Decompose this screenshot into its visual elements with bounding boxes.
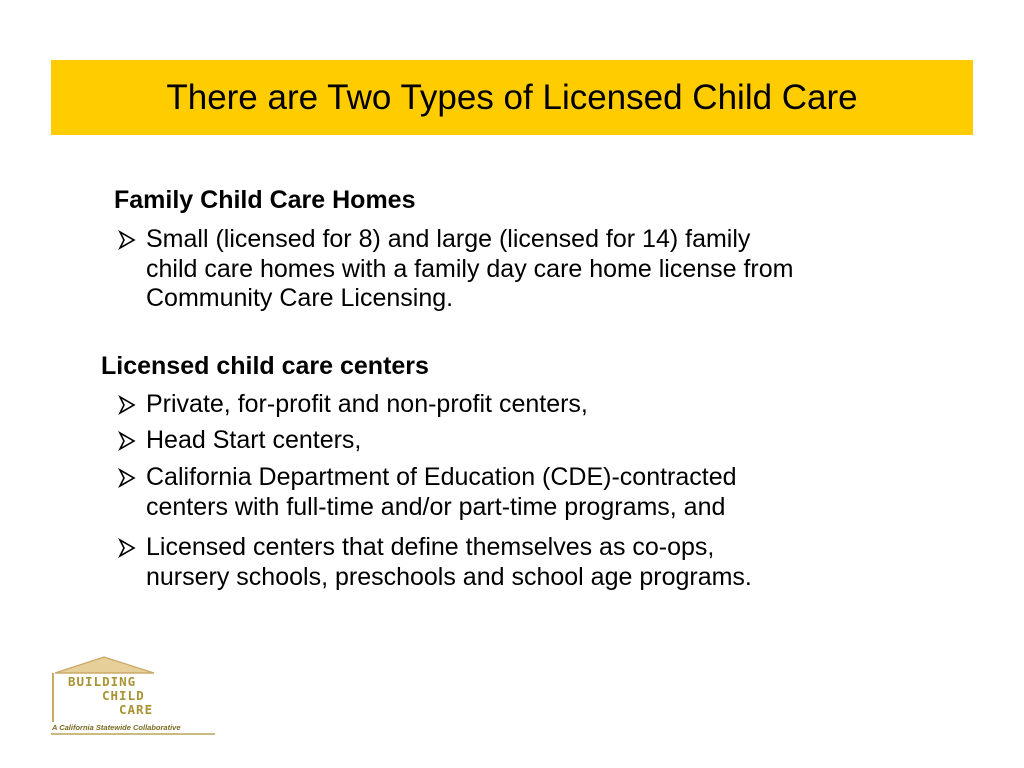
bullet-line: centers with full-time and/or part-time programs, and xyxy=(146,492,726,521)
bullet-line: Small (licensed for 8) and large (licensed for 14) family xyxy=(146,225,751,253)
list-item xyxy=(146,426,976,456)
arrow-right-outline-icon xyxy=(117,431,137,451)
list-item xyxy=(146,463,976,522)
arrow-right-outline-icon xyxy=(117,538,137,558)
bullet-line: child care homes with a family day care home license from xyxy=(146,254,794,283)
bullet-line: Licensed centers that define themselves as co-ops, xyxy=(146,533,715,561)
arrow-right-outline-icon xyxy=(117,468,137,488)
arrow-right-outline-icon xyxy=(117,230,137,250)
list-item xyxy=(146,390,976,420)
building-child-care-logo xyxy=(50,655,220,737)
bullet-line: California Department of Education (CDE)-contracted xyxy=(146,463,737,491)
logo-tagline: A California Statewide Collaborative xyxy=(52,723,181,732)
section-heading-centers: Licensed child care centers xyxy=(101,352,429,380)
bullet-line: nursery schools, preschools and school age programs. xyxy=(146,562,752,591)
arrow-right-outline-icon xyxy=(117,395,137,415)
bullet-line: Community Care Licensing. xyxy=(146,284,454,312)
logo-line-care: CARE xyxy=(119,702,154,717)
section-heading-family-homes: Family Child Care Homes xyxy=(114,186,416,214)
logo-line-child: CHILD xyxy=(102,688,145,703)
logo-line-building: BUILDING xyxy=(68,674,137,689)
slide-title: There are Two Types of Licensed Child Care xyxy=(166,77,858,117)
list-item xyxy=(146,225,976,314)
bullet-line: Head Start centers, xyxy=(146,426,362,454)
list-item xyxy=(146,533,976,592)
bullet-line: Private, for-profit and non-profit centers, xyxy=(146,390,588,418)
